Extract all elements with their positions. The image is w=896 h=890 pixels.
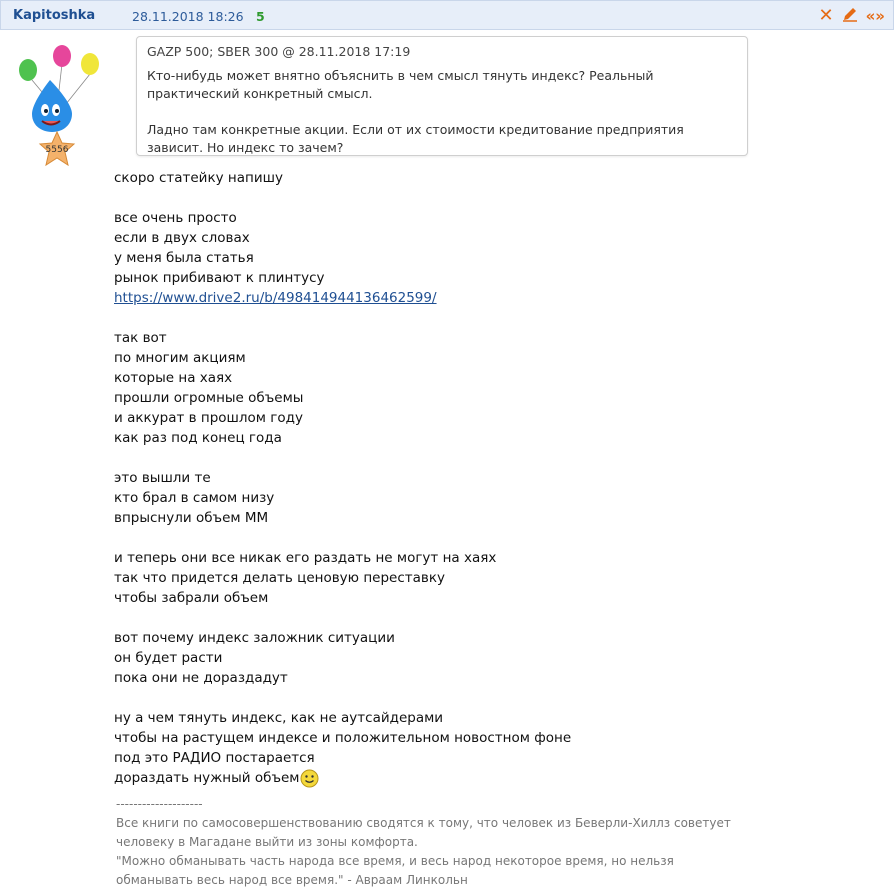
signature-line: Все книги по самосовершенствованию сводятся к тому, что человек из Беверли-Хиллз советует — [116, 816, 731, 830]
post-score: 5 — [256, 9, 265, 24]
post-line — [114, 168, 874, 188]
post-line — [114, 248, 874, 268]
post-blank-line — [114, 188, 874, 208]
post-line-text: ну а чем тянуть индекс, как не аутсайдерами — [114, 710, 444, 726]
post-line — [114, 368, 874, 388]
post-line — [114, 728, 874, 748]
rank-value: 5556 — [45, 145, 69, 155]
post-blank-line — [114, 688, 874, 708]
post-line — [114, 588, 874, 608]
post-line — [114, 708, 874, 728]
pencil-icon[interactable] — [842, 6, 858, 26]
post-datetime: 28.11.2018 18:26 — [132, 9, 244, 24]
avatar[interactable] — [14, 44, 100, 134]
post-line-text: чтобы на растущем индексе и положительном новостном фоне — [114, 730, 572, 746]
post-line-text: пока они не дораздадут — [114, 670, 288, 686]
post-line — [114, 568, 874, 588]
post-line-text: скоро статейку напишу — [114, 170, 283, 186]
post-line-text: рынок прибивают к плинтусу — [114, 270, 325, 286]
post-line-text: как раз под конец года — [114, 430, 282, 446]
post-line — [114, 408, 874, 428]
post-blank-line — [114, 308, 874, 328]
post-line-text: это вышли те — [114, 470, 211, 486]
post-header — [0, 0, 894, 30]
post-line — [114, 388, 874, 408]
quote-paragraph: Кто-нибудь может внятно объяснить в чем смысл тянуть индекс? Реальный практический конкретный смысл. — [147, 68, 654, 101]
post-actions — [819, 6, 885, 26]
post-line-text: прошли огромные объемы — [114, 390, 304, 406]
post-line — [114, 628, 874, 648]
author-name[interactable]: Kapitoshka — [13, 8, 96, 23]
signature-separator: -------------------- — [116, 797, 203, 811]
post-blank-line — [114, 528, 874, 548]
post-line-text: под это РАДИО постарается — [114, 750, 315, 766]
post-line — [114, 328, 874, 348]
signature-line: обманывать весь народ все время." - Авраам Линкольн — [116, 873, 468, 887]
post-line — [114, 508, 874, 528]
smiley-icon — [300, 769, 319, 788]
post-line-text: впрыснули объем ММ — [114, 510, 269, 526]
post-line-text: которые на хаях — [114, 370, 233, 386]
post-line — [114, 548, 874, 568]
post-line-text: так что придется делать ценовую переставку — [114, 570, 445, 586]
post-line-text: по многим акциям — [114, 350, 246, 366]
post-line-text: кто брал в самом низу — [114, 490, 275, 506]
drive2-link[interactable]: https://www.drive2.ru/b/498414944136462599/ — [114, 290, 437, 306]
post-line — [114, 268, 874, 288]
quote-button[interactable]: «» — [865, 7, 885, 25]
post-line-text: он будет расти — [114, 650, 223, 666]
post-line-text: и теперь они все никак его раздать не могут на хаях — [114, 550, 497, 566]
post-line — [114, 468, 874, 488]
post-line-text: вот почему индекс заложник ситуации — [114, 630, 395, 646]
post-line — [114, 208, 874, 228]
signature-line: человеку в Магадане выйти из зоны комфорта. — [116, 835, 418, 849]
post-line — [114, 348, 874, 368]
quoted-message — [136, 36, 748, 156]
post-line — [114, 748, 874, 768]
post-line-text: дораздать нужный объем — [114, 770, 300, 786]
post-line-text: так вот — [114, 330, 167, 346]
post-line — [114, 488, 874, 508]
post-line — [114, 428, 874, 448]
post-line-text: чтобы забрали объем — [114, 590, 269, 606]
rank-star — [38, 130, 76, 168]
quote-paragraph: Ладно там конкретные акции. Если от их стоимости кредитование предприятия зависит. Но индекс то зачем? — [147, 122, 684, 155]
close-icon[interactable]: ✕ — [818, 5, 834, 26]
post-line — [114, 668, 874, 688]
post-line-text: у меня была статья — [114, 250, 254, 266]
signature — [116, 795, 756, 890]
post-line-text: все очень просто — [114, 210, 237, 226]
post-line — [114, 768, 874, 788]
post-link-line — [114, 288, 874, 308]
quote-header[interactable]: GAZP 500; SBER 300 @ 28.11.2018 17:19 — [147, 44, 411, 59]
post-line-text: если в двух словах — [114, 230, 250, 246]
post-line — [114, 648, 874, 668]
signature-line: "Можно обманывать часть народа все время, и весь народ некоторое время, но нельзя — [116, 854, 674, 868]
post-line — [114, 228, 874, 248]
post-body — [114, 168, 874, 788]
post-line-text: и аккурат в прошлом году — [114, 410, 303, 426]
post-blank-line — [114, 448, 874, 468]
post-blank-line — [114, 608, 874, 628]
